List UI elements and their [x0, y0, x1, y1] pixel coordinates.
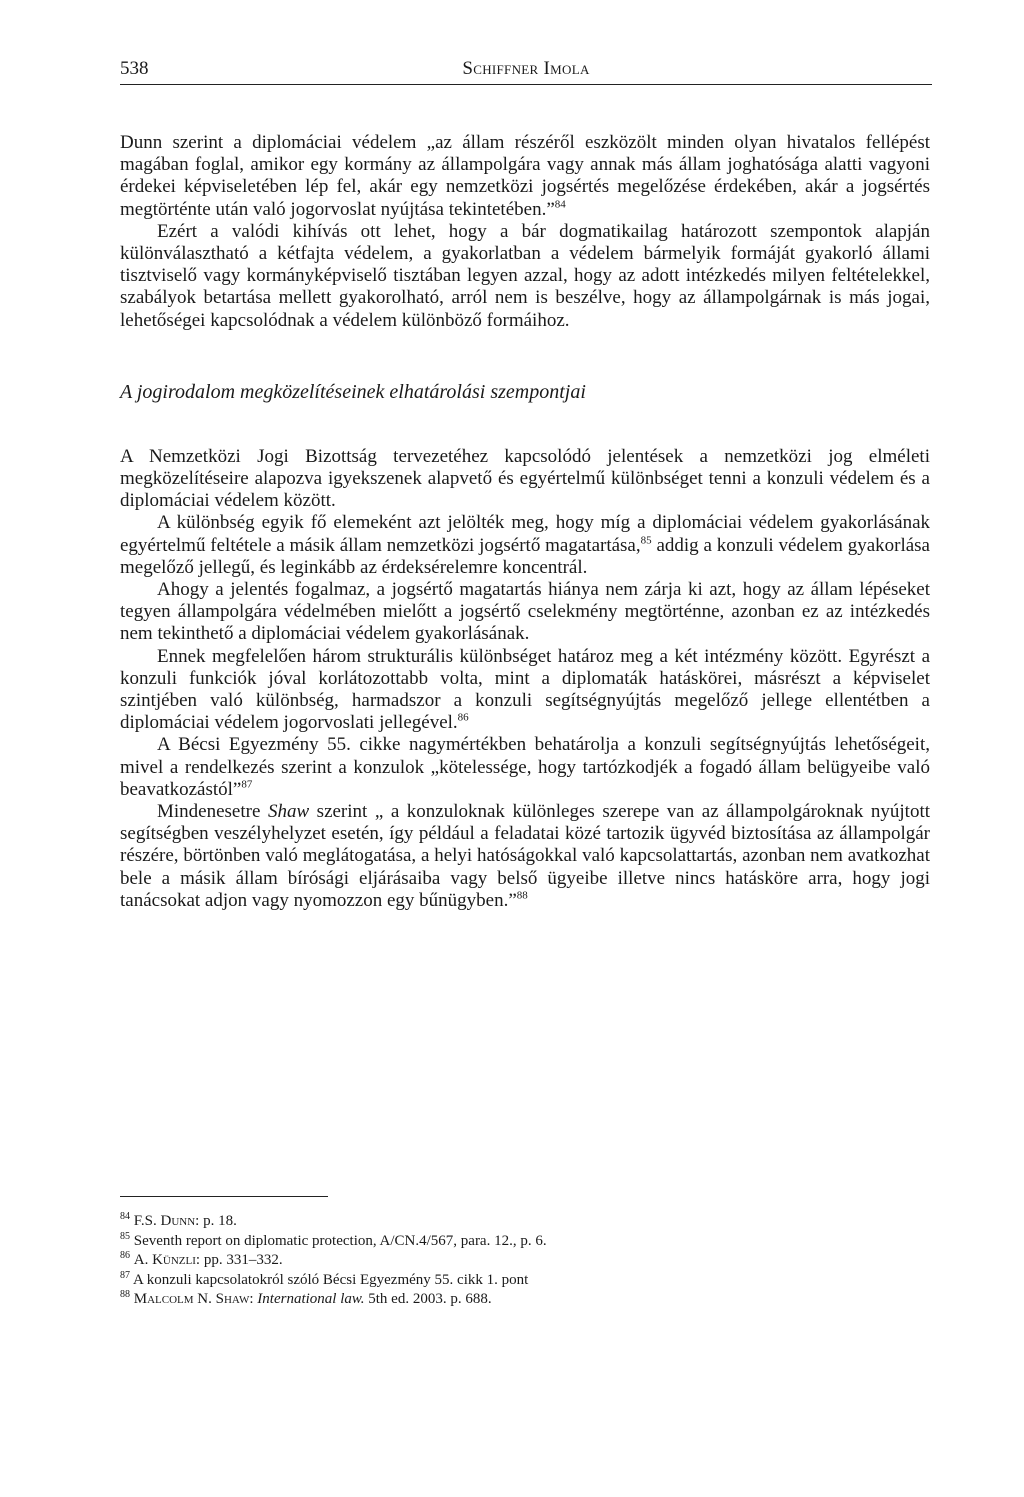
footnote-divider	[120, 1196, 328, 1197]
paragraph: Dunn szerint a diplomáciai védelem „az állam részéről eszközölt minden olyan hivatalos fellépést magában foglal, amikor egy kormány az állampolgára vagy annak más állam joghatósága alatti vagyoni érdekei képviseletében lép fel, akár egy nemzetközi jogsértés megelőzése érdekében, akár a jogsértés megtörténte után való jogorvoslat nyújtása tekintetében.”$^{84}$	[120, 132, 930, 220]
footnote: $^{88}$ Malcolm N. Shaw: International law. 5th ed. 2003. p. 688.	[120, 1289, 492, 1308]
footnote-ref[interactable]: 84	[554, 198, 566, 211]
footnote-ref[interactable]: 85	[640, 534, 652, 547]
paragraph: A különbség egyik fő elemeként azt jelölték meg, hogy míg a diplomáciai védelem gyakorlásának egyértelmű feltétele a másik állam nemzetközi jogsértő magatartása,$^{85}$ addig a konzuli védelem gyakorlása megelőző jellegű, és leginkább az érdeksérelemre koncentrál.	[120, 512, 930, 578]
footnote-ref[interactable]: 87	[241, 778, 253, 791]
paragraph: A Bécsi Egyezmény 55. cikke nagymértékben behatárolja a konzuli segítségnyújtás lehetőségeit, mivel a rendelkezés szerint a konzulok „kötelessége, hogy tartózkodjék a fogadó állam belügyeibe való beavatkozástól”$^{87}$	[120, 734, 930, 800]
page-number: 538	[120, 58, 149, 79]
paragraph: Ezért a valódi kihívás ott lehet, hogy a bár dogmatikailag határozott szempontok alapján különválasztható a kétfajta védelem, a gyakorlatban a védelem bármelyik formáját gyakorló állami tisztviselő vagy kormányképviselő tisztában legyen azzal, hogy az adott intézkedés milyen feltételekkel, szabályok betartása mellett gyakorolható, arról nem is beszélve, hogy az állampolgárnak is más jogai, lehetőségei kapcsolódnak a védelem különböző formáihoz.	[120, 220, 930, 331]
footnote: $^{84}$ F.S. Dunn: p. 18.	[120, 1211, 237, 1229]
page-header	[120, 58, 932, 85]
paragraph: A Nemzetközi Jogi Bizottság tervezetéhez kapcsolódó jelentések a nemzetközi jog elméleti megközelítéseire alapozva igyekszenek alapvető és egyértelmű különbséget tenni a konzuli védelem és a diplomáciai védelem között.	[120, 445, 930, 512]
paragraph: Mindenesetre Shaw szerint „ a konzuloknak különleges szerepe van az állampolgároknak nyújtott segítségben veszélyhelyzet esetén, így például a feladatai közé tartozik ügyvéd biztosítása az állampolgár részére, börtönben való meglátogatása, a helyi hatóságokkal való kapcsolattartás, azonban nem avatkozhat bele a másik állam bírósági eljárásaiba vagy belső ügyeibe illetve nincs hatásköre arra, hogy jogi tanácsokat adjon vagy nyomozzon egy bűnügyben.”$^{88}$	[120, 801, 930, 911]
footnotes	[120, 1212, 930, 1310]
footnote: $^{85}$ Seventh report on diplomatic protection, A/CN.4/567, para. 12., p. 6.	[120, 1230, 547, 1249]
footnote: $^{87}$ A konzuli kapcsolatokról szóló Bécsi Egyezmény 55. cikk 1. pont	[120, 1269, 529, 1288]
running-head: Schiffner Imola	[462, 58, 590, 79]
paragraph: Ennek megfelelően három strukturális különbséget határoz meg a két intézmény között. Egyrészt a konzuli funkciók jóval korlátozottabb volta, mint a diplomaták hatáskörei, másrészt a képviselet szintjében való különbség, harmadszor a konzuli segítségnyújtás megelőző jellege ellentétben a diplomáciai védelem jogorvoslati jellegével.$^{86}$	[120, 645, 930, 734]
author-name: Shaw	[267, 801, 310, 823]
paragraph: Ahogy a jelentés fogalmaz, a jogsértő magatartás hiánya nem zárja ki azt, hogy az állam lépéseket tegyen állampolgára védelmében mielőtt a jogsértő cselekmény megtörténne, azonban ez az intézkedés nem tekinthető a diplomáciai védelem gyakorlásának.	[120, 579, 930, 645]
footnote-ref[interactable]: 88	[516, 889, 528, 902]
footnote-ref[interactable]: 86	[457, 711, 469, 724]
footnote: $^{86}$ A. Künzli: pp. 331–332.	[120, 1250, 283, 1269]
body-text	[120, 132, 930, 912]
section-heading: A jogirodalom megközelítéseinek elhatárolási szempontjai	[120, 380, 586, 403]
